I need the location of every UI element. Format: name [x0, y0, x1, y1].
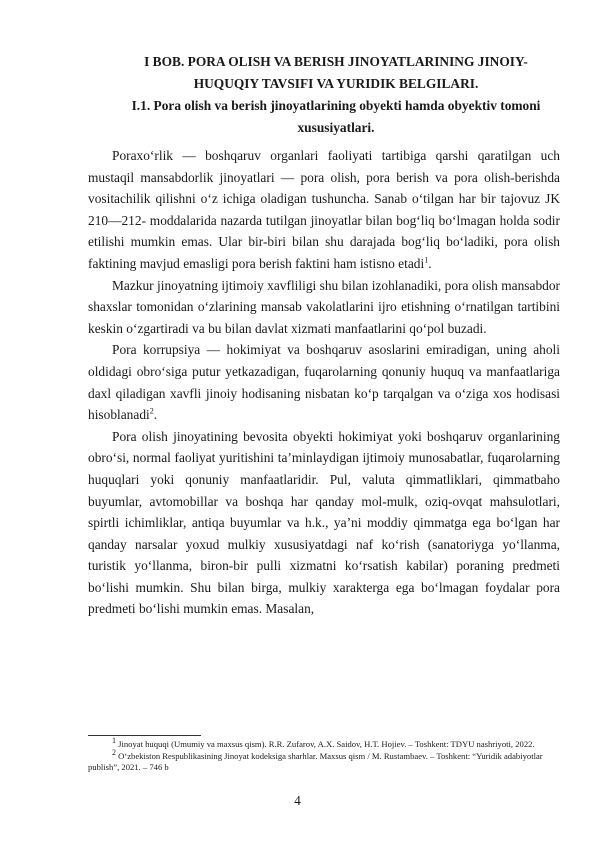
- footnote-mark: 1: [112, 736, 116, 746]
- paragraph-text: Mazkur jinoyatning ijtimoiy xavfliligi shu bilan izohlanadiki, pora olish mansabdor shaxslar tomonidan o‘zlarining mansab vakolatlarini ijro etishning o‘rnatilgan tartibini keskin o‘zgartiradi va bu bilan davlat xizmati manfaatlarini qo‘pol buzadi.: [88, 277, 560, 336]
- paragraph-text: Pora olish jinoyatining bevosita obyekti hokimiyat yoki boshqaruv organlarining obro‘si, normal faoliyat yuritishini ta’minlaydigan ijtimoiy munosabatlar, fuqarolarning huquqlari yoki qonuniy manfaatlaridir. Pul, valuta qimmatliklari, qimmatbaho buyumlar, avtomobillar va boshqa har qanday mol-mulk, oziq-ovqat mahsulotlari, spirtli ichimliklar, antiqa buyumlar va h.k., ya’ni moddiy qimmatga ega bo‘lgan har qanday narsalar yoxud mulkiy xususiyatdagi naf ko‘rish (sanatoriyga yo‘llanma, turistik yo‘llanma, biron-bir pulli xizmatni ko‘rsatish kabilar) poraning predmeti bo‘lishi mumkin. Shu bilan birga, mulkiy xarakterga ega bo‘lmagan foydalar pora predmeti bo‘lishi mumkin emas. Masalan,: [88, 428, 560, 617]
- footnote-2: [88, 748, 560, 773]
- paragraph-4: [88, 426, 560, 620]
- footnote-ref[interactable]: 2: [149, 406, 154, 416]
- footnotes: [88, 736, 560, 774]
- footnote-mark: 2: [112, 748, 116, 758]
- footnote-text: O‘zbekiston Respublikasining Jinoyat kodeksiga sharhlar. Maxsus qism / M. Rustambaev. – Toshkent: “Yuridik adabiyotlar publish”, 2021. – 746 b: [88, 751, 543, 772]
- footnote-ref[interactable]: 1: [424, 255, 429, 265]
- paragraph-text: Pora korrupsiya — hokimiyat va boshqaruv asoslarini emiradigan, uning aholi oldidagi obro‘siga putur yetkazadigan, fuqarolarning qonuniy huquq va manfaatlariga daxl qiladigan xavfli jinoiy hodisaning nisbatan ko‘p tarqalgan va o‘ziga xos hodisasi hisoblanadi: [88, 342, 560, 423]
- chapter-title: I BOB. PORA OLISH VA BERISH JINOYATLARINING JINOIY-HUQUQIY TAVSIFI VA YURIDIK BELGILARI.: [144, 54, 528, 91]
- page-number: 4: [294, 793, 301, 808]
- footnote-separator: [88, 735, 201, 736]
- paragraph-3: Pora korrupsiya — hokimiyat va boshqaruv asoslarini emiradigan, uning aholi oldidagi obro‘siga putur yetkazadigan, fuqarolarning qonuniy huquq va manfaatlariga daxl qiladigan xavfli jinoiy hodisaning nisbatan ko‘p tarqalgan va o‘ziga xos hodisasi hisoblanadi$^2$.: [88, 342, 560, 423]
- paragraph-2: [88, 275, 560, 340]
- section-title: I.1. Pora olish va berish jinoyatlarining obyekti hamda obyektiv tomoni xususiyatlari.: [131, 98, 541, 135]
- paragraph-1: Poraxo‘rlik — boshqaruv organlari faoliyati tartibiga qarshi qaratilgan uch mustaqil mansabdorlik jinoyatlari — pora olish, pora berish va pora olish-berishda vositachilik qilishni o‘z ichiga oladigan tushuncha. Sanab o‘tilgan har bir tajovuz JK 210—212- moddalarida nazarda tutilgan jinoyatlar bilan bog‘liq bo‘lmagan holda sodir etilishi mumkin emas. Ular bir-biri bilan shu darajada bog‘liq bo‘ladiki, pora olish faktining mavjud emasligi pora berish faktini ham istisno etadi$^1$.: [88, 148, 560, 271]
- paragraph-text: Poraxo‘rlik — boshqaruv organlari faoliyati tartibiga qarshi qaratilgan uch mustaqil mansabdorlik jinoyatlari — pora olish, pora berish va pora olish-berishda vositachilik qilishni o‘z ichiga oladigan tushuncha. Sanab o‘tilgan har bir tajovuz JK 210—212- moddalarida nazarda tutilgan jinoyatlar bilan bog‘liq bo‘lmagan holda sodir etilishi mumkin emas. Ular bir-biri bilan shu darajada bog‘liq bo‘ladiki, pora olish faktining mavjud emasligi pora berish faktini ham istisno etadi: [88, 148, 560, 271]
- footnote-text: Jinoyat huquqi (Umumiy va maxsus qism). R.R. Zufarov, A.X. Saidov, H.T. Hojiev. – Toshkent: TDYU nashriyoti, 2022.: [118, 739, 535, 749]
- footnote-1: [88, 736, 560, 750]
- body-text: [88, 145, 560, 620]
